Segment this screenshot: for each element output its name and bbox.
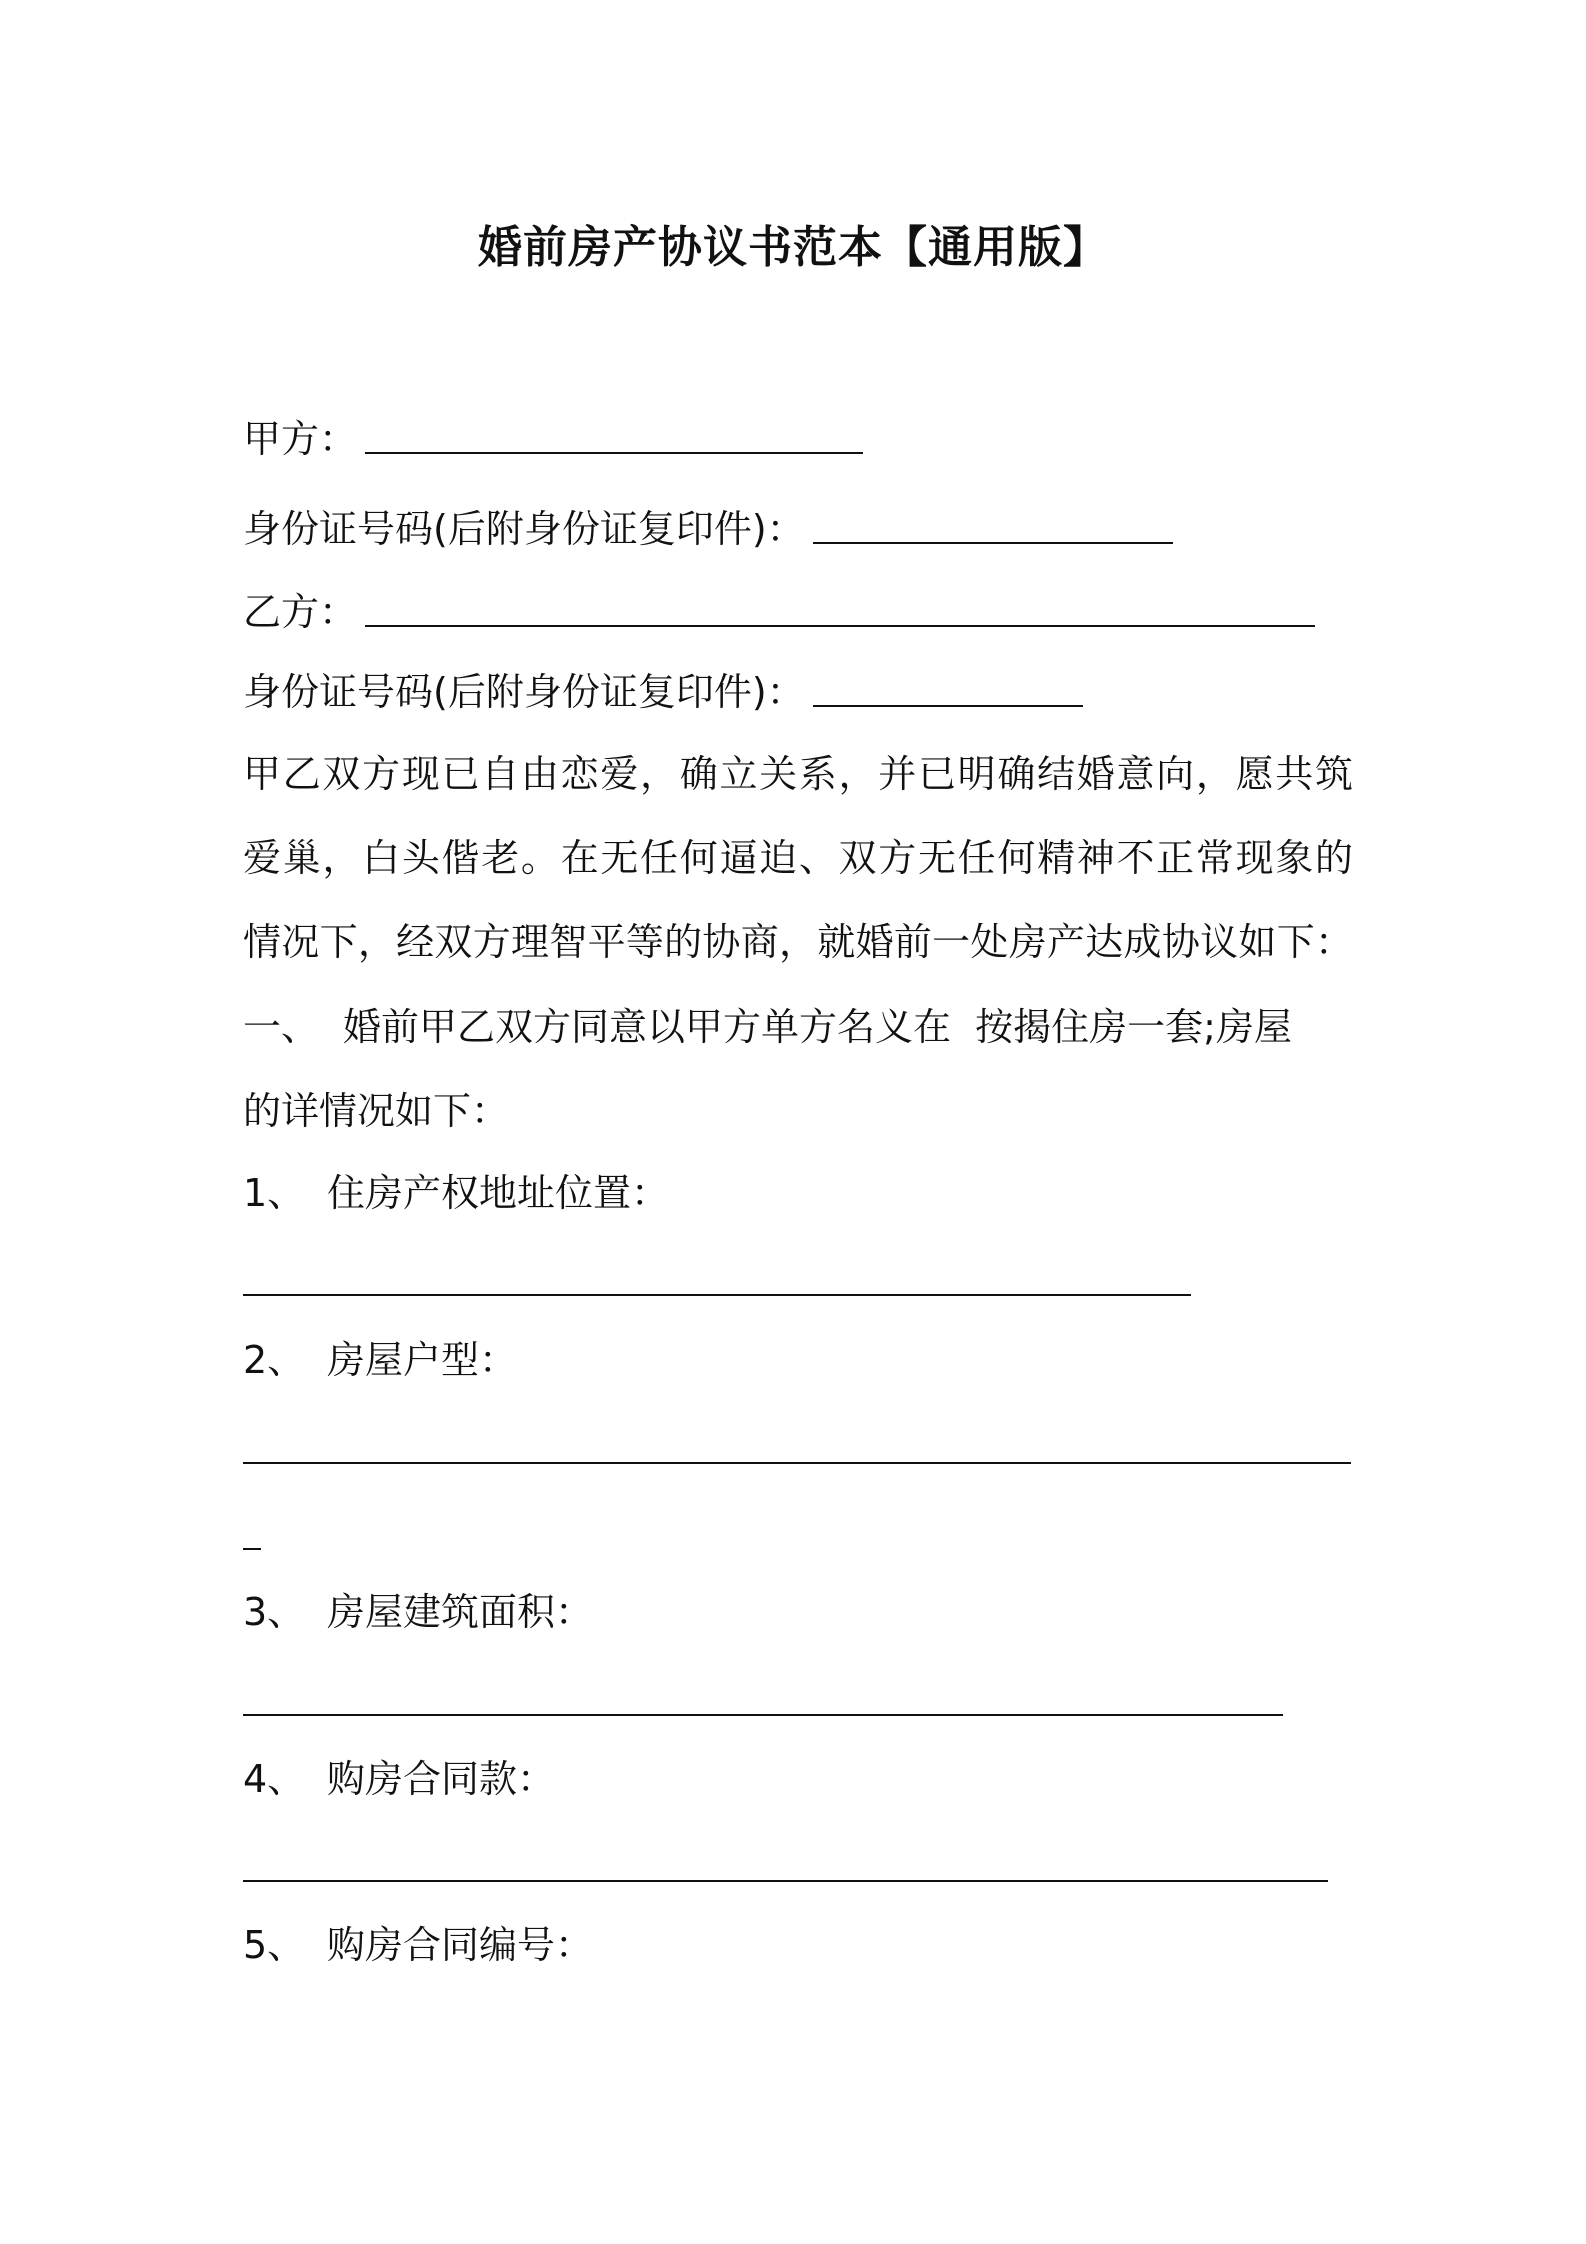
section-one-text: 婚前甲乙双方同意以甲方单方名义在 按揭住房一套;房屋	[343, 1005, 1292, 1049]
party-b-line	[243, 585, 1315, 639]
party-a-label: 甲方：	[243, 417, 358, 461]
item-4	[243, 1752, 555, 1806]
item-number: 3、	[243, 1590, 306, 1634]
intro-line: 情况下，经双方理智平等的协商，就婚前一处房产达成协议如下：	[243, 920, 1353, 964]
party-b-blank	[365, 623, 1315, 627]
section-one-line-2: 的详情况如下：	[243, 1089, 510, 1133]
intro-paragraph	[243, 732, 1353, 984]
item-label: 房屋建筑面积：	[327, 1590, 594, 1634]
item-label: 房屋户型：	[327, 1338, 518, 1382]
item-1-blank	[243, 1294, 1191, 1296]
intro-line: 甲乙双方现已自由恋爱，确立关系，并已明确结婚意向，愿共筑	[243, 752, 1353, 796]
party-a-id-line	[243, 502, 1173, 556]
item-number: 1、	[243, 1171, 306, 1215]
item-label: 住房产权地址位置：	[327, 1171, 670, 1215]
section-one	[243, 985, 1353, 1153]
party-a-blank	[365, 450, 863, 454]
item-number: 5、	[243, 1923, 306, 1967]
item-2-blank-wrap	[243, 1548, 261, 1550]
section-one-number: 一、	[243, 1005, 320, 1049]
item-4-blank	[243, 1880, 1328, 1882]
party-b-id-label: 身份证号码(后附身份证复印件)：	[243, 670, 805, 714]
party-a-id-blank	[813, 540, 1173, 544]
item-2	[243, 1333, 517, 1387]
item-5	[243, 1918, 593, 1972]
item-1	[243, 1166, 669, 1220]
item-number: 2、	[243, 1338, 306, 1382]
party-b-id-blank	[813, 703, 1083, 707]
party-a-id-label: 身份证号码(后附身份证复印件)：	[243, 507, 805, 551]
item-3-blank	[243, 1714, 1283, 1716]
section-one-line	[243, 985, 1353, 1069]
party-b-label: 乙方：	[243, 590, 358, 634]
item-label: 购房合同编号：	[327, 1923, 594, 1967]
party-b-id-line	[243, 665, 1083, 719]
item-2-blank	[243, 1462, 1351, 1464]
item-label: 购房合同款：	[327, 1757, 556, 1801]
intro-line: 爱巢，白头偕老。在无任何逼迫、双方无任何精神不正常现象的	[243, 836, 1353, 880]
document-title: 婚前房产协议书范本【通用版】	[478, 222, 1108, 273]
party-a-line	[243, 412, 863, 466]
item-number: 4、	[243, 1757, 306, 1801]
item-3	[243, 1585, 593, 1639]
